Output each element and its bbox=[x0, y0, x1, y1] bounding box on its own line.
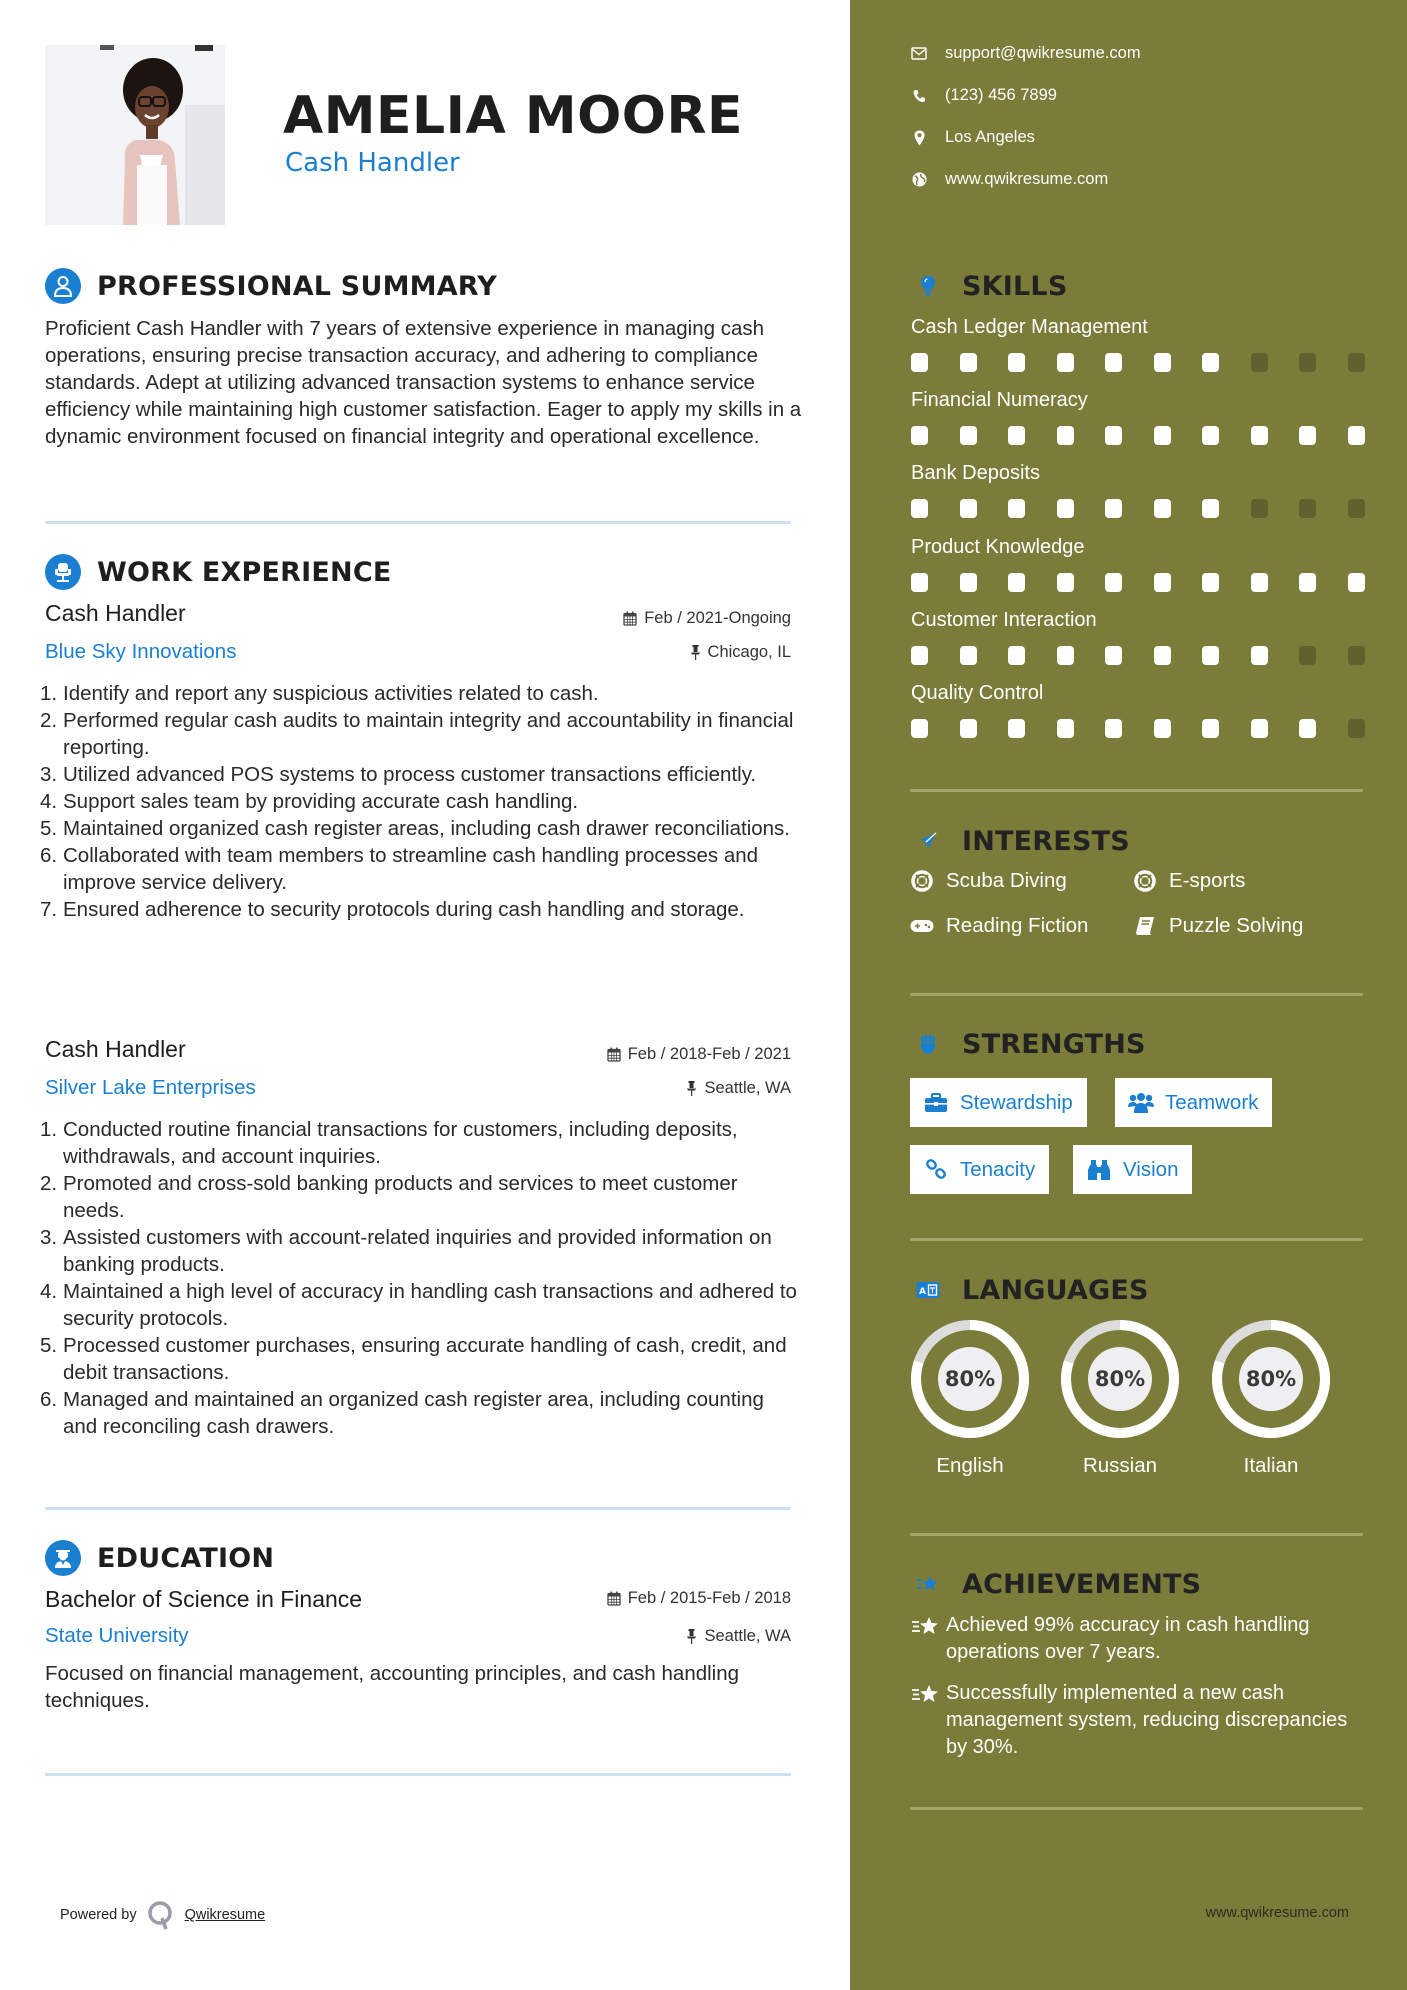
fist-icon bbox=[910, 1026, 946, 1062]
powered-by bbox=[60, 1900, 265, 1930]
skill-rating bbox=[911, 353, 1396, 372]
education-location bbox=[686, 1627, 791, 1646]
rating-dot-filled bbox=[1105, 719, 1122, 738]
strengths-title: STRENGTHS bbox=[962, 1028, 1146, 1060]
education-location-text: Seattle, WA bbox=[704, 1627, 791, 1645]
rating-dot-filled bbox=[1105, 573, 1122, 592]
link-icon bbox=[922, 1158, 950, 1182]
section-divider bbox=[910, 993, 1363, 996]
section-divider bbox=[910, 1238, 1363, 1241]
duty-item: 7. Ensured adherence to security protocols during cash handling and storage. bbox=[40, 898, 745, 921]
duty-item: 5. Maintained organized cash register areas, including cash drawer reconciliations. bbox=[40, 817, 790, 840]
duty-item: 2. Performed regular cash audits to maintain integrity and accountability in financial reporting. bbox=[40, 709, 794, 759]
gamepad-icon bbox=[910, 914, 934, 938]
strength-badge: Teamwork bbox=[1115, 1078, 1272, 1127]
skills-title: SKILLS bbox=[962, 270, 1068, 302]
job-dates bbox=[607, 1045, 791, 1064]
rating-dot-filled bbox=[911, 426, 928, 445]
rating-dot-filled bbox=[1154, 353, 1171, 372]
duty-item: 6. Collaborated with team members to streamline cash handling processes and improve service delivery. bbox=[40, 844, 759, 894]
contact-email bbox=[910, 44, 1141, 63]
rating-dot-empty bbox=[1299, 646, 1316, 665]
footer-website[interactable]: www.qwikresume.com bbox=[1205, 1905, 1349, 1921]
rating-dot-empty bbox=[1299, 353, 1316, 372]
language-name: English bbox=[936, 1454, 1004, 1477]
briefcase-icon bbox=[922, 1091, 950, 1115]
job-duties-list bbox=[40, 680, 800, 923]
skill-label: Bank Deposits bbox=[911, 462, 1040, 485]
skill-rating bbox=[911, 719, 1396, 738]
shooting-star-icon bbox=[910, 1612, 946, 1666]
interests-title: INTERESTS bbox=[962, 825, 1130, 857]
rating-dot-filled bbox=[1202, 573, 1219, 592]
rating-dot-filled bbox=[1008, 573, 1025, 592]
rating-dot-filled bbox=[1348, 573, 1365, 592]
education-heading bbox=[45, 1540, 274, 1576]
school-name: State University bbox=[45, 1624, 189, 1647]
interest-item: Reading Fiction bbox=[910, 914, 1088, 938]
job-location-text: Chicago, IL bbox=[707, 643, 791, 661]
language-item bbox=[1059, 1318, 1181, 1478]
rating-dot-empty bbox=[1299, 499, 1316, 518]
achievement-item: Successfully implemented a new cash management system, reducing discrepancies by 30%. bbox=[910, 1680, 1370, 1761]
rating-dot-filled bbox=[911, 646, 928, 665]
profile-photo-image bbox=[45, 45, 225, 225]
candidate-title: Cash Handler bbox=[285, 148, 460, 178]
interest-item: Scuba Diving bbox=[910, 869, 1067, 893]
duty-item: 4. Maintained a high level of accuracy in handling cash transactions and adhered to security protocols. bbox=[40, 1280, 797, 1330]
education-description: Focused on financial management, accounting principles, and cash handling techniques. bbox=[45, 1662, 740, 1712]
skill-rating bbox=[911, 426, 1396, 445]
language-percent: 80% bbox=[1245, 1367, 1297, 1391]
rating-dot-filled bbox=[1154, 719, 1171, 738]
rating-dot-filled bbox=[960, 573, 977, 592]
graduate-icon bbox=[45, 1540, 81, 1576]
rating-dot-filled bbox=[1008, 719, 1025, 738]
job-location-text: Seattle, WA bbox=[704, 1079, 791, 1097]
contact-phone-text: (123) 456 7899 bbox=[945, 86, 1057, 104]
section-divider bbox=[45, 1773, 791, 1776]
job-title: Cash Handler bbox=[45, 1036, 186, 1062]
rating-dot-filled bbox=[1202, 646, 1219, 665]
calendar-icon bbox=[607, 1047, 621, 1062]
rating-dot-filled bbox=[1348, 426, 1365, 445]
pushpin-icon bbox=[686, 1629, 697, 1644]
contact-email-text[interactable]: support@qwikresume.com bbox=[945, 44, 1141, 62]
company-name: Blue Sky Innovations bbox=[45, 640, 237, 663]
summary-title: PROFESSIONAL SUMMARY bbox=[97, 270, 498, 302]
contact-website bbox=[910, 170, 1108, 189]
translate-icon bbox=[910, 1272, 946, 1308]
skill-label: Financial Numeracy bbox=[911, 389, 1088, 412]
achievements-heading bbox=[910, 1566, 1201, 1602]
pushpin-icon bbox=[690, 645, 701, 660]
lightbulb-icon bbox=[910, 268, 946, 304]
job-dates-text: Feb / 2021-Ongoing bbox=[644, 609, 791, 627]
duty-item: 4. Support sales team by providing accurate cash handling. bbox=[40, 790, 579, 813]
strengths-heading bbox=[910, 1026, 1146, 1062]
education-dates-text: Feb / 2015-Feb / 2018 bbox=[627, 1589, 791, 1607]
languages-title: LANGUAGES bbox=[962, 1274, 1149, 1306]
rating-dot-filled bbox=[1299, 426, 1316, 445]
contact-location bbox=[910, 128, 1035, 147]
rating-dot-filled bbox=[911, 499, 928, 518]
strength-badge: Vision bbox=[1073, 1145, 1192, 1194]
experience-title: WORK EXPERIENCE bbox=[97, 556, 392, 588]
duty-item: 1. Identify and report any suspicious activities related to cash. bbox=[40, 682, 599, 705]
rating-dot-filled bbox=[1105, 499, 1122, 518]
duty-item: 2. Promoted and cross-sold banking products and services to meet customer needs. bbox=[40, 1172, 738, 1222]
strength-badge: Tenacity bbox=[910, 1145, 1049, 1194]
globe-icon bbox=[910, 171, 928, 189]
degree-name: Bachelor of Science in Finance bbox=[45, 1586, 363, 1612]
rating-dot-filled bbox=[911, 719, 928, 738]
rating-dot-empty bbox=[1348, 646, 1365, 665]
rating-dot-filled bbox=[1008, 646, 1025, 665]
calendar-icon bbox=[607, 1591, 621, 1606]
rating-dot-filled bbox=[960, 646, 977, 665]
rating-dot-filled bbox=[1299, 573, 1316, 592]
rating-dot-filled bbox=[1105, 353, 1122, 372]
duty-item: 5. Processed customer purchases, ensuring accurate handling of cash, credit, and debit transactions. bbox=[40, 1334, 787, 1384]
office-chair-icon bbox=[45, 554, 81, 590]
company-name: Silver Lake Enterprises bbox=[45, 1076, 256, 1099]
job-location bbox=[686, 1079, 791, 1098]
language-item bbox=[909, 1318, 1031, 1478]
contact-website-text[interactable]: www.qwikresume.com bbox=[945, 170, 1109, 188]
pushpin-icon bbox=[686, 1081, 697, 1096]
contact-phone bbox=[910, 86, 1057, 105]
svg-text:A: A bbox=[919, 1287, 926, 1297]
envelope-icon bbox=[910, 45, 928, 63]
map-marker-icon bbox=[910, 129, 928, 147]
skill-label: Cash Ledger Management bbox=[911, 316, 1148, 338]
duty-item: 3. Utilized advanced POS systems to process customer transactions efficiently. bbox=[40, 763, 757, 786]
skill-rating bbox=[911, 646, 1396, 665]
contact-location-text: Los Angeles bbox=[945, 128, 1035, 146]
skill-rating bbox=[911, 499, 1396, 518]
users-icon bbox=[1127, 1091, 1155, 1115]
candidate-name: AMELIA MOORE bbox=[283, 86, 744, 146]
rating-dot-filled bbox=[1251, 573, 1268, 592]
achievement-item: Achieved 99% accuracy in cash handling operations over 7 years. bbox=[910, 1612, 1370, 1666]
rating-dot-filled bbox=[960, 426, 977, 445]
job-location bbox=[690, 643, 791, 662]
skill-label: Quality Control bbox=[911, 682, 1044, 704]
rating-dot-empty bbox=[1348, 719, 1365, 738]
rating-dot-filled bbox=[1251, 646, 1268, 665]
profile-photo bbox=[45, 45, 225, 225]
life-ring-icon bbox=[1133, 869, 1157, 893]
rating-dot-filled bbox=[1154, 646, 1171, 665]
language-name: Russian bbox=[1082, 1454, 1158, 1477]
rating-dot-filled bbox=[960, 719, 977, 738]
rating-dot-filled bbox=[1057, 499, 1074, 518]
rating-dot-filled bbox=[1057, 646, 1074, 665]
duty-item: 1. Conducted routine financial transactions for customers, including deposits, withdrawals, and account inquiries. bbox=[40, 1118, 738, 1168]
duty-item: 6. Managed and maintained an organized cash register area, including counting and reconciling cash drawers. bbox=[40, 1388, 764, 1438]
rating-dot-empty bbox=[1251, 499, 1268, 518]
rating-dot-filled bbox=[1202, 719, 1219, 738]
rating-dot-filled bbox=[1202, 499, 1219, 518]
powered-by-label: Powered by bbox=[60, 1907, 137, 1923]
education-dates bbox=[607, 1589, 791, 1608]
section-divider bbox=[910, 1807, 1363, 1810]
rating-dot-filled bbox=[1057, 353, 1074, 372]
phone-icon bbox=[910, 87, 928, 105]
job-title: Cash Handler bbox=[45, 600, 186, 626]
calendar-icon bbox=[623, 611, 637, 626]
interests-heading bbox=[910, 823, 1130, 859]
qwikresume-link[interactable]: Qwikresume bbox=[184, 1907, 266, 1923]
rating-dot-filled bbox=[1154, 499, 1171, 518]
skill-label: Customer Interaction bbox=[911, 608, 1097, 631]
skill-label: Product Knowledge bbox=[911, 535, 1085, 558]
rating-dot-filled bbox=[1154, 426, 1171, 445]
section-divider bbox=[910, 1533, 1363, 1536]
section-divider bbox=[45, 1507, 791, 1510]
rating-dot-filled bbox=[1057, 719, 1074, 738]
rating-dot-filled bbox=[1202, 426, 1219, 445]
rating-dot-filled bbox=[1057, 573, 1074, 592]
language-percent: 80% bbox=[1094, 1367, 1146, 1391]
skills-heading bbox=[910, 268, 1067, 304]
rating-dot-filled bbox=[911, 353, 928, 372]
language-name: Italian bbox=[1243, 1454, 1299, 1477]
language-percent: 80% bbox=[944, 1367, 996, 1391]
rating-dot-filled bbox=[1251, 426, 1268, 445]
rating-dot-filled bbox=[1105, 426, 1122, 445]
rating-dot-filled bbox=[1008, 426, 1025, 445]
rating-dot-filled bbox=[1299, 719, 1316, 738]
rating-dot-filled bbox=[911, 573, 928, 592]
summary-text: Proficient Cash Handler with 7 years of extensive experience in managing cash operations, ensuring precise transaction accuracy, and adhering to compliance standards. Adept at utilizing advanced transaction systems to enhance service efficiency while maintaining high customer satisfaction. Eager to apply my skills in a dynamic environment focused on financial integrity and operational excellence. bbox=[45, 317, 802, 448]
shooting-star-icon bbox=[910, 1680, 946, 1761]
section-divider bbox=[45, 521, 791, 524]
section-divider bbox=[910, 789, 1363, 792]
duty-item: 3. Assisted customers with account-related inquiries and provided information on banking products. bbox=[40, 1226, 772, 1276]
rating-dot-filled bbox=[960, 499, 977, 518]
languages-heading bbox=[910, 1272, 1149, 1308]
job-dates-text: Feb / 2018-Feb / 2021 bbox=[627, 1045, 791, 1063]
qwikresume-logo-icon bbox=[147, 1900, 175, 1930]
experience-heading bbox=[45, 554, 391, 590]
job-duties-list bbox=[40, 1116, 800, 1440]
rating-dot-filled bbox=[1105, 646, 1122, 665]
interest-item: E-sports bbox=[1133, 869, 1245, 893]
life-ring-icon bbox=[910, 869, 934, 893]
language-item bbox=[1210, 1318, 1332, 1478]
rating-dot-filled bbox=[1008, 353, 1025, 372]
book-icon bbox=[1133, 914, 1157, 938]
shooting-star-icon bbox=[910, 1566, 946, 1602]
rating-dot-filled bbox=[1202, 353, 1219, 372]
rating-dot-filled bbox=[1008, 499, 1025, 518]
interest-item: Puzzle Solving bbox=[1133, 914, 1303, 938]
job-dates bbox=[623, 609, 791, 628]
rating-dot-filled bbox=[1154, 573, 1171, 592]
binoculars-icon bbox=[1085, 1158, 1113, 1182]
rating-dot-filled bbox=[1057, 426, 1074, 445]
summary-heading bbox=[45, 268, 497, 304]
rating-dot-empty bbox=[1348, 499, 1365, 518]
education-title: EDUCATION bbox=[97, 1542, 275, 1574]
rating-dot-empty bbox=[1348, 353, 1365, 372]
rating-dot-empty bbox=[1251, 353, 1268, 372]
rating-dot-filled bbox=[1251, 719, 1268, 738]
skill-rating bbox=[911, 573, 1396, 592]
strength-badge: Stewardship bbox=[910, 1078, 1087, 1127]
user-icon bbox=[45, 268, 81, 304]
paper-plane-icon bbox=[910, 823, 946, 859]
achievements-title: ACHIEVEMENTS bbox=[962, 1568, 1202, 1600]
rating-dot-filled bbox=[960, 353, 977, 372]
